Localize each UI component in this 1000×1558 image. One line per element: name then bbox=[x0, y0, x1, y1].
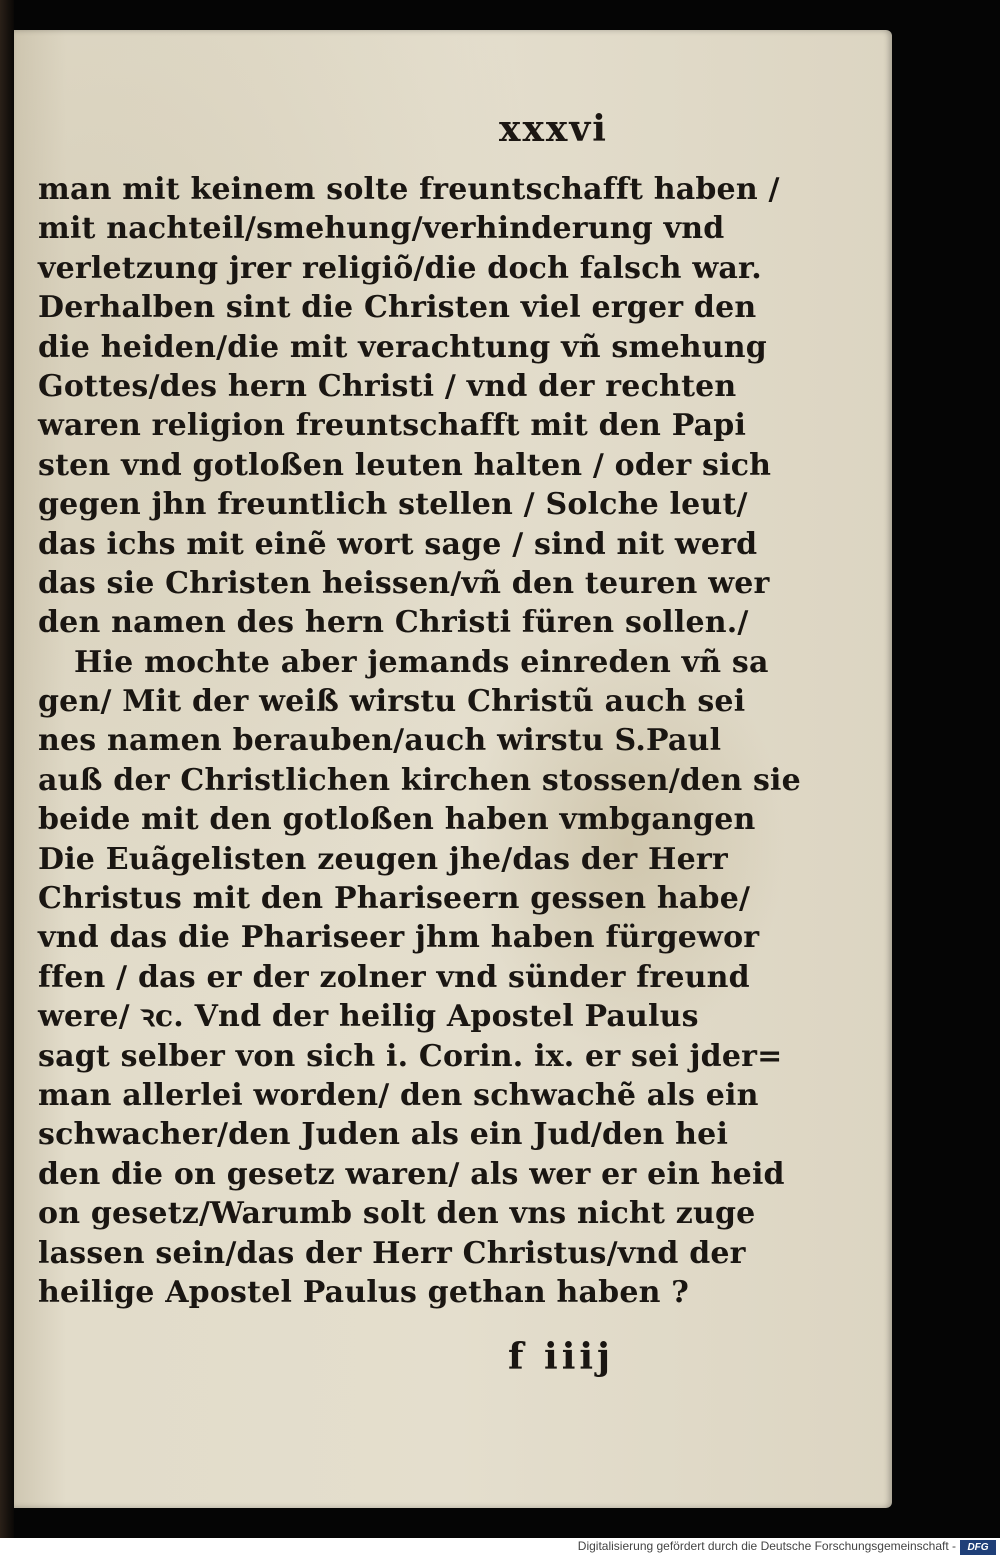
text-line: man mit keinem solte freuntschafft haben / bbox=[38, 172, 780, 207]
text-block bbox=[38, 170, 801, 1312]
text-line: den die on gesetz waren/ als wer er ein heid bbox=[38, 1156, 785, 1192]
text-line: auß der Christlichen kirchen stossen/den sie bbox=[38, 762, 801, 798]
text-line: Derhalben sint die Christen viel erger den bbox=[38, 290, 757, 326]
text-line: lassen sein/das der Herr Christus/vnd der bbox=[38, 1235, 746, 1271]
text-line: gen/ Mit der weiß wirstu Christũ auch sei bbox=[38, 684, 746, 720]
text-line: nes namen berauben/auch wirstu S.Paul bbox=[38, 723, 722, 759]
signature-mark: f iiij bbox=[508, 1336, 615, 1378]
text-line: beide mit den gotloßen haben vmbgangen bbox=[38, 802, 756, 838]
text-line: Die Euãgelisten zeugen jhe/das der Herr bbox=[38, 841, 728, 877]
text-line: mit nachteil/smehung/verhinderung vnd bbox=[38, 211, 725, 247]
text-line: Christus mit den Phariseern gessen habe/ bbox=[38, 881, 751, 917]
text-line: Gottes/des hern Christi / vnd der rechten bbox=[38, 368, 737, 404]
text-line: sten vnd gotloßen leuten halten / oder sich bbox=[38, 447, 772, 483]
text-line: vnd das die Phariseer jhm haben fürgewor bbox=[38, 920, 760, 956]
text-line: man allerlei worden/ den schwachẽ als ein bbox=[38, 1077, 759, 1113]
text-line: schwacher/den Juden als ein Jud/den hei bbox=[38, 1117, 729, 1153]
dfg-logo-icon: DFG bbox=[960, 1540, 996, 1555]
text-line: den namen des hern Christi füren sollen./ bbox=[38, 605, 749, 641]
paragraph-start-line: Hie mochte aber jemands einreden vñ sa bbox=[74, 644, 769, 680]
text-line: das sie Christen heissen/vñ den teuren wer bbox=[38, 565, 770, 601]
text-line: verletzung jrer religiõ/die doch falsch war. bbox=[38, 250, 762, 286]
book-binding-edge bbox=[0, 0, 14, 1538]
text-line: sagt selber von sich i. Corin. ix. er sei jder= bbox=[38, 1038, 783, 1074]
text-line: on gesetz/Warumb solt den vns nicht zuge bbox=[38, 1196, 756, 1232]
text-line: were/ ꝛc. Vnd der heilig Apostel Paulus bbox=[38, 999, 699, 1035]
folio-number: xxxvi bbox=[499, 108, 608, 150]
footer-bar bbox=[0, 1538, 1000, 1558]
text-line: ffen / das er der zolner vnd sünder freund bbox=[38, 959, 750, 995]
text-line: heilige Apostel Paulus gethan haben ? bbox=[38, 1274, 690, 1310]
text-line: das ichs mit einẽ wort sage / sind nit werd bbox=[38, 526, 758, 562]
text-line: gegen jhn freuntlich stellen / Solche leut/ bbox=[38, 487, 748, 523]
text-line: die heiden/die mit verachtung vñ smehung bbox=[38, 329, 767, 365]
funding-credit: Digitalisierung gefördert durch die Deutsche Forschungsgemeinschaft - bbox=[577, 1539, 956, 1553]
text-line: waren religion freuntschafft mit den Papi bbox=[38, 408, 747, 444]
book-page bbox=[14, 30, 892, 1508]
